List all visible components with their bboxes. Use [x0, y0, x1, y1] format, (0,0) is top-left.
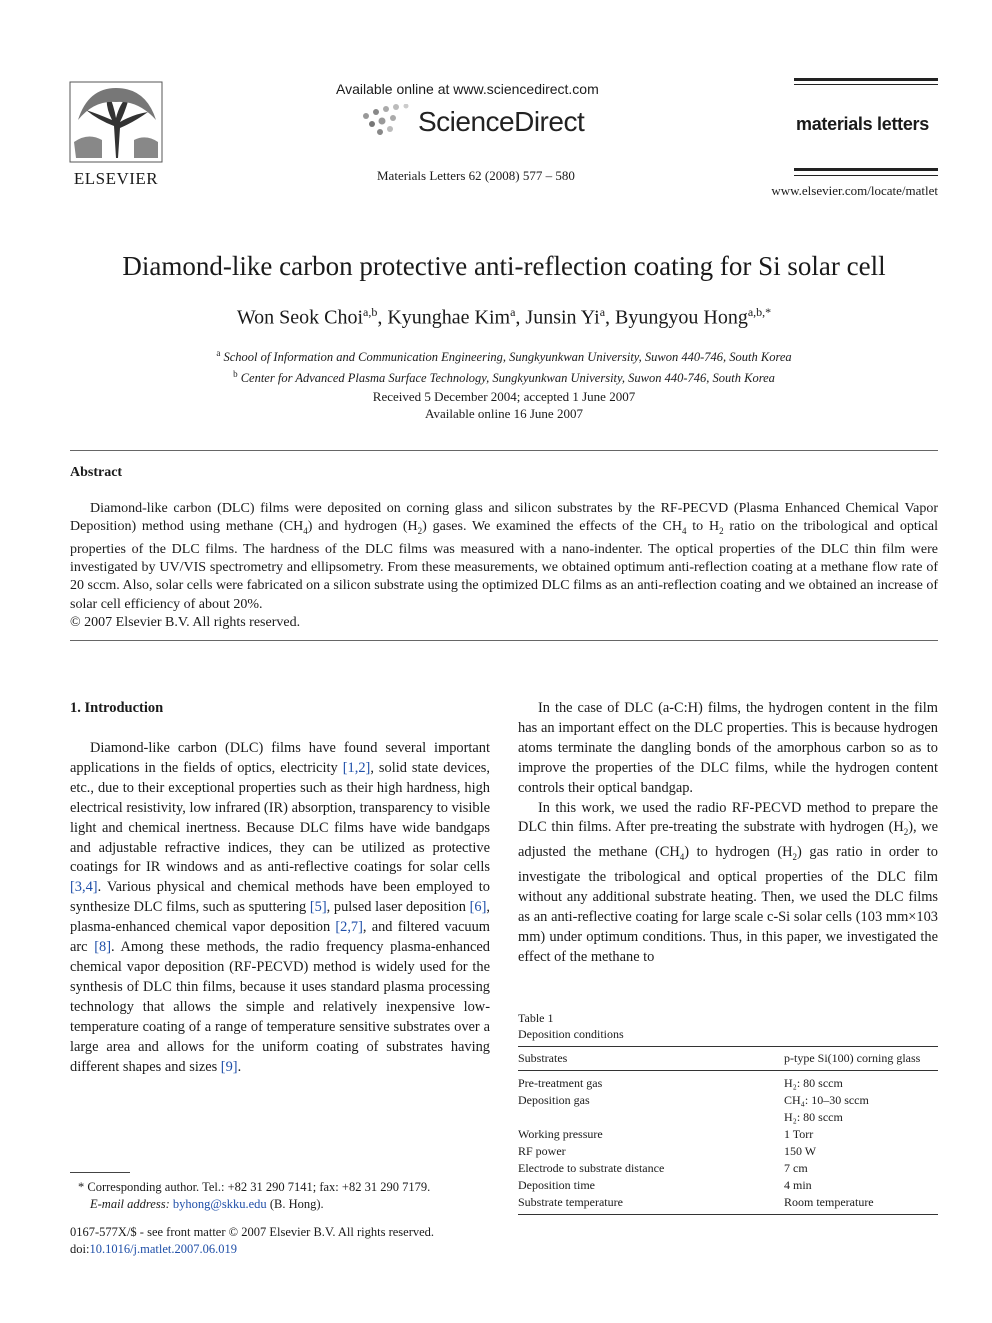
- table-cell: 1 Torr: [784, 1127, 814, 1141]
- author: Junsin Yi: [525, 306, 600, 329]
- table-cell: CH₄: 10–30 sccm: [784, 1093, 869, 1107]
- email-label: E-mail address:: [90, 1197, 170, 1211]
- author: Byungyou Hong: [615, 306, 748, 329]
- table-cell: Substrate temperature: [518, 1195, 623, 1209]
- sciencedirect-dots-icon: [360, 104, 420, 140]
- abstract-heading: Abstract: [70, 465, 123, 480]
- table-cell: H₂: 80 sccm: [784, 1076, 843, 1090]
- table-cell: Deposition time: [518, 1178, 595, 1192]
- table-cell: Room temperature: [784, 1195, 874, 1209]
- dates: [0, 388, 992, 422]
- table-caption: Deposition conditions: [518, 1027, 624, 1041]
- table-cell: Electrode to substrate distance: [518, 1161, 665, 1175]
- table-cell: Working pressure: [518, 1127, 603, 1141]
- journal-url[interactable]: www.elsevier.com/locate/matlet: [771, 183, 938, 198]
- table-row: [518, 1177, 938, 1194]
- sciencedirect-wordmark: ScienceDirect: [418, 106, 585, 137]
- available-online: Available online at www.sciencedirect.com: [336, 81, 599, 97]
- reference-link[interactable]: [8]: [94, 939, 111, 956]
- table-row: [518, 1075, 938, 1092]
- table-row: [518, 1092, 938, 1109]
- received-date: Received 5 December 2004; accepted 1 June 2007: [372, 389, 636, 404]
- publisher-name: ELSEVIER: [73, 169, 159, 188]
- journal-name: materials letters: [796, 114, 929, 134]
- reference-link[interactable]: [9]: [220, 1058, 238, 1075]
- author: Kyunghae Kim: [387, 306, 511, 329]
- article-title: Diamond-like carbon protective anti-reflection coating for Si solar cell: [122, 251, 886, 281]
- section-heading-introduction: 1. Introduction: [70, 700, 164, 716]
- author: Won Seok Choi: [236, 306, 363, 329]
- reference-link[interactable]: [6]: [469, 899, 487, 916]
- affiliation-list: [0, 345, 992, 387]
- reference-link[interactable]: [1,2]: [342, 759, 371, 776]
- table-row: [518, 1160, 938, 1177]
- corresponding-author: * Corresponding author. Tel.: +82 31 290 7141; fax: +82 31 290 7179.: [78, 1180, 431, 1194]
- table-cell: 7 cm: [784, 1161, 808, 1175]
- doi-link[interactable]: 10.1016/j.matlet.2007.06.019: [89, 1242, 238, 1256]
- intro-paragraph-2-3: [518, 699, 938, 968]
- table-cell: 150 W: [784, 1144, 817, 1158]
- intro-paragraph-2: In the case of DLC (a-C:H) films, the hydrogen content in the film has an important effect on the DLC properties. This is because hydrogen atoms terminate the dangling bonds of the amorphous carbon so as to improve the properties of the DLC films, while the hydrogen content controls their optical bandgap.: [518, 700, 938, 796]
- header-rule-bottom-2: [794, 175, 938, 176]
- author-aff: a,b: [363, 305, 378, 319]
- author-aff: a: [510, 305, 516, 319]
- table-cell: Deposition gas: [518, 1093, 590, 1107]
- table-header-cell: Substrates: [518, 1051, 568, 1065]
- table-row: [518, 1194, 938, 1211]
- online-date: Available online 16 June 2007: [425, 406, 583, 421]
- table-cell: Pre-treatment gas: [518, 1076, 603, 1090]
- table-label: Table 1: [518, 1011, 554, 1025]
- table-cell: RF power: [518, 1144, 566, 1158]
- footnote-rule: [70, 1172, 130, 1173]
- table-row: [518, 1109, 938, 1126]
- affiliation: $^a$ School of Information and Communication Engineering, Sungkyunkwan University, Suwon 440-746, South Korea: [216, 348, 792, 365]
- reference-link[interactable]: [2,7]: [335, 919, 363, 936]
- table-row: [518, 1143, 938, 1160]
- header-rule-bottom-1: [794, 168, 938, 171]
- abstract-rule-top: [70, 450, 938, 451]
- header-rule-top-1: [794, 78, 938, 81]
- abstract-rule-bottom: [70, 640, 938, 641]
- affiliation: $^b$ Center for Advanced Plasma Surface Technology, Sungkyunkwan University, Suwon 440-746, South Korea: [233, 369, 775, 386]
- intro-paragraph-3: In this work, we used the radio RF-PECVD method to prepare the DLC thin films. After pre-treating the substrate with hydrogen $(H_2)$, we adjusted the methane $(CH_4)$ to hydrogen $(H_2)$ gas ratio in order to investigate the tribological and optical properties of the DLC film without any additional substrate heating. Then, we used the DLC films as an anti-reflective coating for large scale c-Si solar cells (103 mm×103 mm) under optimum conditions. Thus, in this paper, we investigated the effect of the methane to: [518, 799, 938, 965]
- journal-citation: Materials Letters 62 (2008) 577 – 580: [377, 168, 575, 183]
- abstract-body: Diamond-like carbon (DLC) films were deposited on corning glass and silicon substrates by the RF-PECVD (Plasma Enhanced Chemical Vapor Deposition) method using methane $(CH_4)$ and hydrogen $(H_2)$ gases. We examined the effects of the $CH_4$ to $H_2$ ratio on the tribological and optical properties of the DLC films. The hardness of the DLC films was measured with a nano-indenter. The optical properties of the DLC thin film were investigated by UV/VIS spectrometry and ellipsometry. From these measurements, we obtained optimum anti-reflection coating at a methane flow rate of 20 sccm. Also, solar cells were fabricated on a silicon substrate using the optimized DLC films as an anti-reflection coating and we obtained an increase of solar cell efficiency of about 20%. © 2007 Elsevier B.V. All rights reserved.: [70, 500, 938, 633]
- abstract-copyright: © 2007 Elsevier B.V. All rights reserved.: [70, 615, 301, 631]
- corresponding-footnote: * Corresponding author. Tel.: +82 31 290 7141; fax: +82 31 290 7179. E-mail address: byhong@skku.edu (B. Hong).: [78, 1179, 498, 1213]
- reference-link[interactable]: [5]: [309, 899, 327, 916]
- issn-block: 0167-577X/$ - see front matter © 2007 Elsevier B.V. All rights reserved. doi:10.1016/j.matlet.2007.06.019: [70, 1224, 510, 1258]
- table-cell: 4 min: [784, 1178, 812, 1192]
- table-header-row: [518, 1047, 938, 1070]
- author-list: Won Seok Choi$^{a,b}$, Kyunghae Kim$^a$, Junsin Yi$^a$, Byungyou Hong$^{a,b,*}$: [236, 305, 772, 329]
- intro-paragraph-1: Diamond-like carbon (DLC) films have found several important applications in the fields of optics, electricity [1,2], solid state devices, etc., due to their exceptional properties such as their high hardness, high electrical resistivity, low infrared (IR) absorption, transparency to visible light and chemical inertness. Because DLC films have wide bandgaps and adjustable refractive indices, they can be utilized as protective coatings for IR windows and as anti-reflective coatings for solar cells [3,4]. Various physical and chemical methods have been employed to synthesize DLC films, such as sputtering [5], pulsed laser deposition [6], plasma-enhanced chemical vapor deposition [2,7], and filtered vacuum arc [8]. Among these methods, the radio frequency plasma-enhanced chemical vapor deposition (RF-PECVD) method is widely used for the synthesis of DLC thin films, because it uses standard plasma processing technology that allows the simple and relatively inexpensive low-temperature coating of a range of temperature sensitive substrates over a large area and allows for the uniform coating of substrates having different shapes and sizes [9].: [70, 740, 491, 1075]
- elsevier-tree-icon: [68, 80, 164, 164]
- reference-link[interactable]: [3,4]: [70, 879, 98, 896]
- author-aff: a,b,*: [747, 305, 772, 319]
- table-1: [518, 1010, 938, 1215]
- author-aff: a: [599, 305, 606, 319]
- table-cell: [518, 1109, 784, 1126]
- front-matter: 0167-577X/$ - see front matter © 2007 Elsevier B.V. All rights reserved.: [70, 1225, 435, 1239]
- sciencedirect-logo[interactable]: [360, 102, 600, 142]
- email-link[interactable]: byhong@skku.edu: [172, 1197, 267, 1211]
- table-cell: H₂: 80 sccm: [784, 1110, 843, 1124]
- elsevier-logo: [68, 80, 164, 188]
- table-row: [518, 1126, 938, 1143]
- table-header-cell: p-type Si(100) corning glass: [784, 1051, 921, 1065]
- header-rule-top-2: [794, 84, 938, 85]
